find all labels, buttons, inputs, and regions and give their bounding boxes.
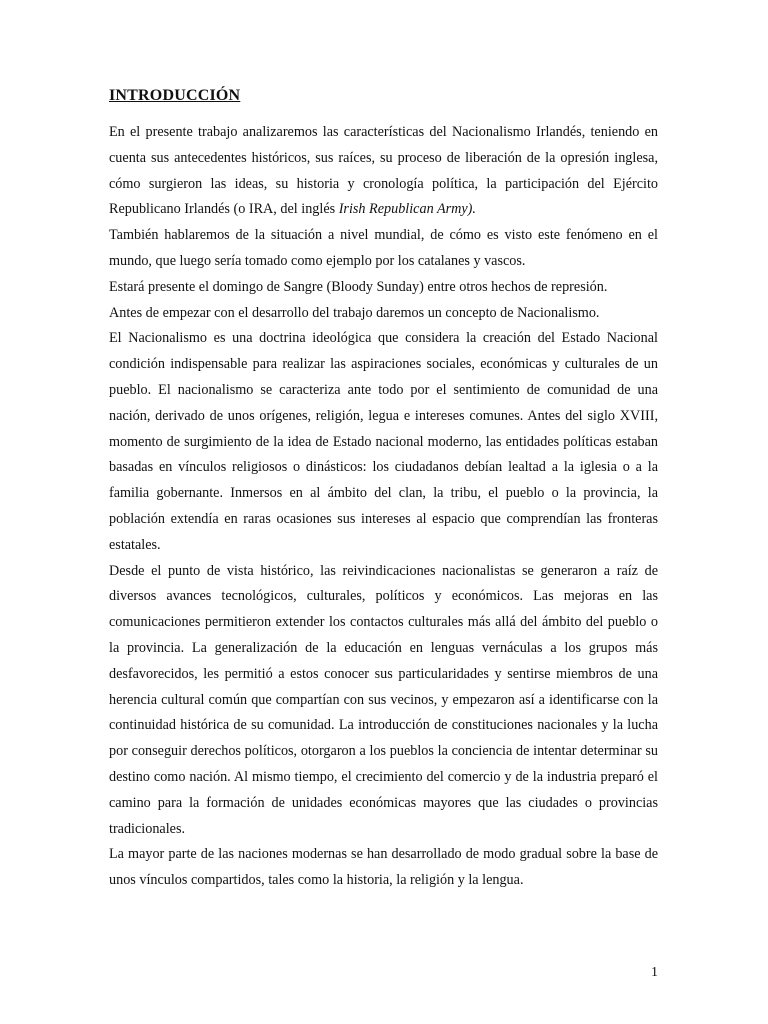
body-text [109,120,658,894]
paragraph-modern-nations: La mayor parte de las naciones modernas se han desarrollado de modo gradual sobre la base de unos vínculos compartidos, tales como la historia, la religión y la lengua. [109,846,658,889]
section-heading: INTRODUCCIÓN [109,87,241,104]
paragraph-intro-text: En el presente trabajo analizaremos las características del Nacionalismo Irlandés, teniendo en cuenta sus antecedentes históricos, sus raíces, su proceso de liberación de la opresión inglesa, cómo surgieron las ideas, su historia y cronología política, la participación del Ejército Republicano Irlandés (o IRA, del inglés [109,124,658,218]
paragraph-intro [109,120,658,223]
paragraph-nationalism-definition: El Nacionalismo es una doctrina ideológica que considera la creación del Estado Nacional condición indispensable para realizar las aspiraciones sociales, económicas y culturales de un pueblo. El nacionalismo se caracteriza ante todo por el sentimiento de comunidad de una nación, derivado de unos orígenes, religión, legua e intereses comunes. Antes del siglo XVIII, momento de surgimiento de la idea de Estado nacional moderno, las entidades políticas estaban basadas en vínculos religiosos o dinásticos: los ciudadanos debían lealtad a la iglesia o a la familia gobernante. Inmersos en al ámbito del clan, la tribu, el pueblo o la provincia, la población extendía en raras ocasiones sus intereses al espacio que comprendían las fronteras estatales. [109,330,658,553]
paragraph-world-situation: También hablaremos de la situación a nivel mundial, de cómo es visto este fenómeno en el mundo, que luego sería tomado como ejemplo por los catalanes y vascos. [109,227,658,269]
page-number: 1 [651,965,658,980]
paragraph-historical-view: Desde el punto de vista histórico, las reivindicaciones nacionalistas se generaron a raíz de diversos avances tecnológicos, culturales, políticos y económicos. Las mejoras en las comunicaciones permitieron extender los contactos culturales más allá del ámbito del pueblo o la provincia. La generalización de la educación en lenguas vernáculas a los grupos más desfavorecidos, les permitió a estos conocer sus particularidades y sentirse miembros de una herencia cultural común que compartían con sus vecinos, y empezaron así a identificarse con la continuidad histórica de su comunidad. La introducción de constituciones nacionales y la lucha por conseguir derechos políticos, otorgaron a los pueblos la conciencia de intentar determinar su destino como nación. Al mismo tiempo, el crecimiento del comercio y de la industria preparó el camino para la formación de unidades económicas mayores que las ciudades o provincias tradicionales. [109,562,658,837]
emphasis-irish-republican-army: Irish Republican Army). [338,201,476,218]
paragraph-bloody-sunday: Estará presente el domingo de Sangre (Bloody Sunday) entre otros hechos de represión. [109,278,608,295]
paragraph-concept-intro: Antes de empezar con el desarrollo del trabajo daremos un concepto de Nacionalismo. [109,304,600,321]
